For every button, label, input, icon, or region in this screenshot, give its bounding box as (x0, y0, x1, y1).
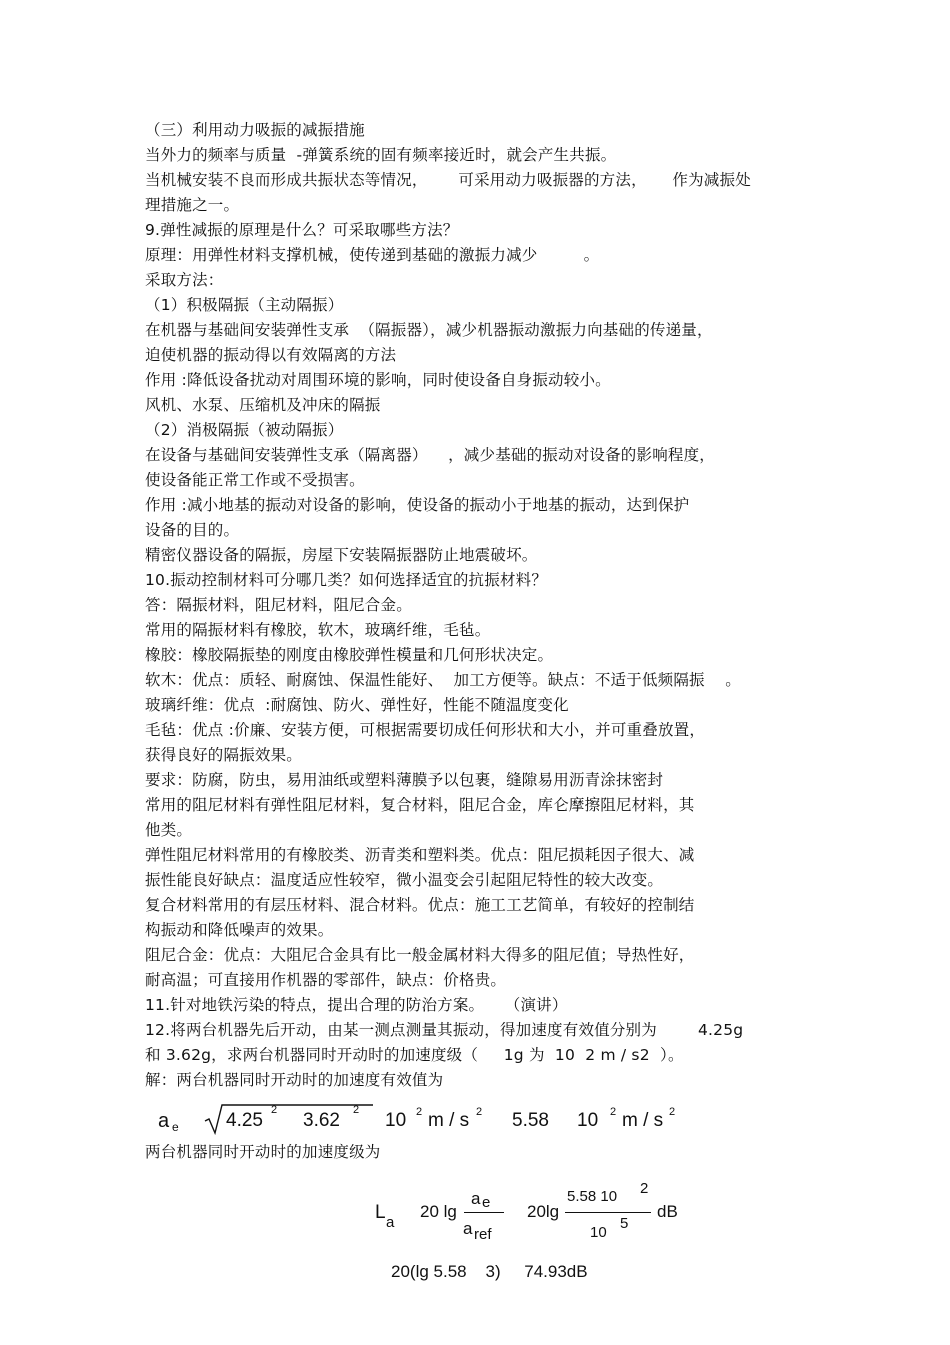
text-line: 作用 :降低设备扰动对周围环境的影响，同时使设备自身振动较小。 (145, 371, 611, 389)
eq-unit1: m / s (428, 1110, 470, 1131)
text-line: （三）利用动力吸振的减振措施 (145, 121, 365, 139)
eq-pow4: 2 (476, 1106, 483, 1118)
text-line: （1）积极隔振（主动隔振） (145, 296, 344, 314)
eq2-den2-sup: 5 (620, 1215, 629, 1232)
eq-pow6: 2 (669, 1106, 676, 1118)
eq2-L: L (375, 1202, 386, 1223)
eq2-num2: 5.58 10 (567, 1188, 618, 1205)
text-line: 复合材料常用的有层压材料、混合材料。优点：施工工艺简单，有较好的控制结 (145, 896, 695, 914)
eq2-den1: a (463, 1219, 473, 1238)
text-line: 橡胶：橡胶隔振垫的刚度由橡胶弹性模量和几何形状决定。 (145, 646, 554, 664)
text-line: 常用的阻尼材料有弹性阻尼材料，复合材料，阻尼合金，库仑摩擦阻尼材料，其 (145, 796, 695, 814)
eq-pow5: 2 (610, 1106, 617, 1118)
text-line: 阻尼合金：优点：大阻尼合金具有比一般金属材料大得多的阻尼值；导热性好， (145, 946, 695, 964)
eq2-num2-sup: 2 (640, 1180, 649, 1197)
eq-pow3: 2 (416, 1106, 423, 1118)
eq-result: 5.58 (512, 1110, 549, 1131)
text-line: （2）消极隔振（被动隔振） (145, 421, 344, 439)
text-line: 常用的隔振材料有橡胶，软木，玻璃纤维，毛毡。 (145, 621, 491, 639)
text-line: 弹性阻尼材料常用的有橡胶类、沥青类和塑料类。优点：阻尼损耗因子很大、减 (145, 846, 695, 864)
text-line: 原理：用弹性材料支撑机械，使传递到基础的激振力减少 。 (145, 246, 600, 264)
text-line: 作用 :减小地基的振动对设备的影响，使设备的振动小于地基的振动，达到保护 (145, 496, 690, 514)
eq-a-sub: e (172, 1120, 179, 1134)
eq2-num1: a (471, 1189, 481, 1208)
eq-pow1: 2 (271, 1104, 278, 1116)
caption-level: 两台机器同时开动时的加速度级为 (145, 1143, 381, 1161)
eq2-lg2: 20lg (527, 1202, 560, 1221)
fraction-bar-1 (464, 1212, 504, 1213)
text-line: 答：隔振材料，阻尼材料，阻尼合金。 (145, 596, 412, 614)
text-line: 理措施之一。 (145, 196, 240, 214)
text-line: 和 3.62g，求两台机器同时开动时的加速度级（ 1g 为 10 2 m / s2 ）。 (145, 1046, 684, 1064)
text-line: 获得良好的隔振效果。 (145, 746, 303, 764)
eq2-unit: dB (657, 1202, 678, 1221)
eq-ten2: 10 (577, 1110, 599, 1131)
eq-val2: 3.62 (303, 1110, 340, 1131)
text-line: 使设备能正常工作或不受损害。 (145, 471, 365, 489)
fraction-bar-2 (565, 1212, 651, 1213)
eq2-lg1: 20 lg (420, 1202, 457, 1221)
text-line: 当外力的频率与质量 -弹簧系统的固有频率接近时，就会产生共振。 (145, 146, 617, 164)
text-line: 11.针对地铁污染的特点，提出合理的防治方案。 （演讲） (145, 996, 568, 1014)
eq2-den1-sub: ref (474, 1226, 492, 1243)
text-line: 在机器与基础间安装弹性支承 （隔振器），减少机器振动激振力向基础的传递量， (145, 321, 713, 339)
eq-val1: 4.25 (226, 1110, 263, 1131)
eq-a: a (158, 1110, 170, 1132)
text-line: 他类。 (145, 821, 193, 839)
text-line: 采取方法： (145, 271, 224, 289)
text-line: 设备的目的。 (145, 521, 240, 539)
text-line: 9.弹性减振的原理是什么？可采取哪些方法？ (145, 221, 459, 239)
text-line: 迫使机器的振动得以有效隔离的方法 (145, 346, 397, 364)
text-line: 10.振动控制材料可分哪几类？如何选择适宜的抗振材料？ (145, 571, 548, 589)
eq-pow2: 2 (353, 1104, 360, 1116)
text-line: 风机、水泵、压缩机及冲床的隔振 (145, 396, 381, 414)
text-line: 毛毡：优点 :价廉、安装方便，可根据需要切成任何形状和大小，并可重叠放置， (145, 721, 706, 739)
eq-unit2: m / s (622, 1110, 664, 1131)
text-line: 玻璃纤维：优点 :耐腐蚀、防火、弹性好，性能不随温度变化 (145, 696, 569, 714)
eq2-den2: 10 (590, 1224, 607, 1241)
equation-result: 20(lg 5.58 3) 74.93dB (391, 1262, 588, 1281)
text-line: 振性能良好缺点：温度适应性较窄，微小温变会引起阻尼特性的较大改变。 (145, 871, 664, 889)
text-line: 耐高温；可直接用作机器的零部件，缺点：价格贵。 (145, 971, 507, 989)
text-line: 当机械安装不良而形成共振状态等情况， 可采用动力吸振器的方法， 作为减振处 (145, 171, 751, 189)
text-line: 精密仪器设备的隔振，房屋下安装隔振器防止地震破坏。 (145, 546, 538, 564)
eq2-L-sub: a (386, 1214, 395, 1231)
eq-ten1: 10 (385, 1110, 407, 1131)
text-line: 解：两台机器同时开动时的加速度有效值为 (145, 1071, 444, 1089)
text-line: 构振动和降低噪声的效果。 (145, 921, 334, 939)
text-line: 软木：优点：质轻、耐腐蚀、保温性能好、 加工方便等。缺点：不适于低频隔振 。 (145, 671, 741, 689)
eq2-num1-sub: e (482, 1194, 491, 1211)
text-line: 12.将两台机器先后开动，由某一测点测量其振动，得加速度有效值分别为 4.25g (145, 1021, 744, 1039)
text-line: 要求：防腐，防虫，易用油纸或塑料薄膜予以包裹，缝隙易用沥青涂抹密封 (145, 771, 664, 789)
text-line: 在设备与基础间安装弹性支承（隔离器） ，减少基础的振动对设备的影响程度， (145, 446, 716, 464)
